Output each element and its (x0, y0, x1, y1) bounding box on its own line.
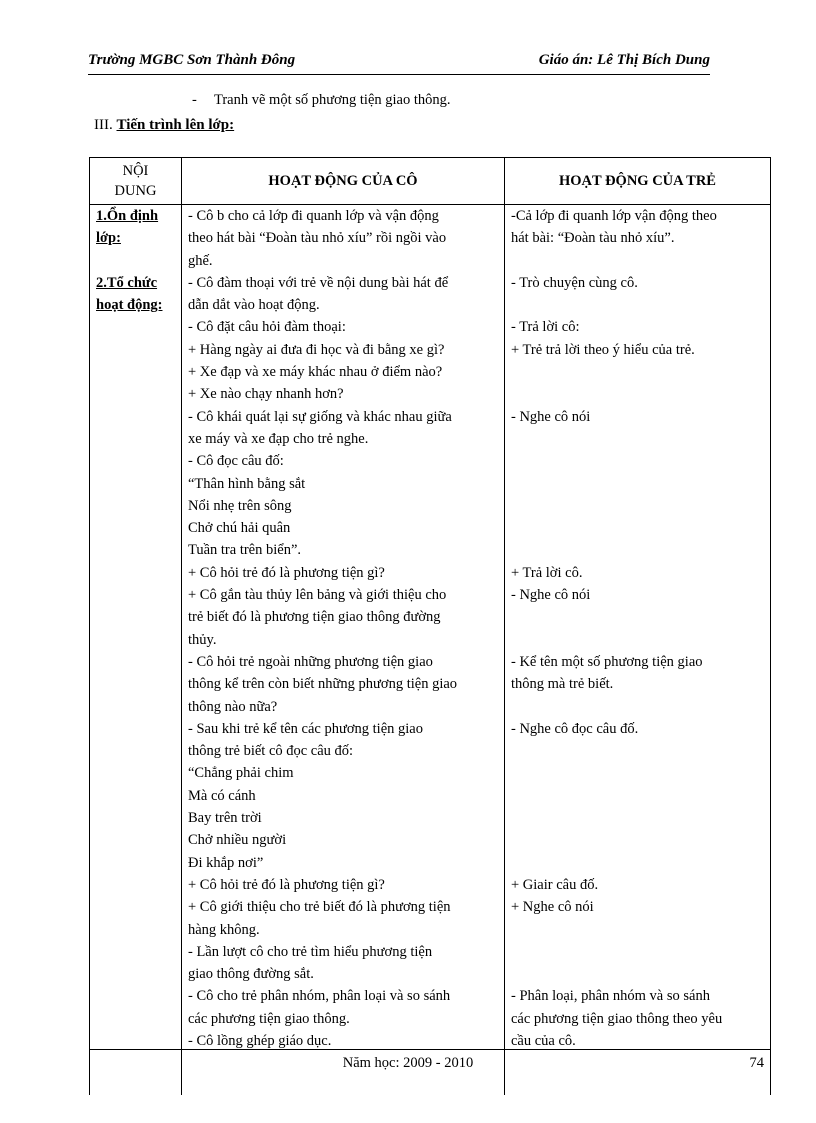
activity-line (511, 785, 764, 807)
activity-line: - Cô khái quát lại sự giống và khác nhau giữa (188, 408, 452, 425)
content-label-stabilize: lớp: (96, 230, 121, 247)
activity-line: + Cô gắn tàu thủy lên bảng và giới thiệu cho (188, 587, 447, 604)
activity-line (511, 629, 764, 651)
activity-line: - Trả lời cô: (511, 319, 580, 336)
activity-line: thông kể trên còn biết những phương tiện giao (188, 676, 458, 693)
activity-line: Mà có cánh (188, 787, 256, 804)
section-heading (94, 117, 234, 134)
activity-line (511, 428, 764, 450)
header-content-line: NỘI (122, 163, 149, 179)
footer-school-year: Năm học: 2009 - 2010 (342, 1055, 474, 1071)
activity-line: - Kể tên một số phương tiện giao (511, 653, 703, 670)
activity-line: cầu của cô. (511, 1032, 576, 1049)
activity-line (511, 807, 764, 829)
activity-line (511, 762, 764, 784)
activity-line (511, 919, 764, 941)
header-content (90, 158, 182, 205)
activity-line: - Cô lồng ghép giáo dục. (188, 1032, 332, 1049)
activity-line: hát bài: “Đoàn tàu nhỏ xíu”. (511, 230, 675, 247)
activity-line: - Nghe cô nói (511, 408, 591, 425)
activity-line: Bay trên trời (188, 810, 262, 827)
content-label-stabilize: 1.Ổn định (96, 208, 159, 224)
activity-line (511, 495, 764, 517)
spacer (96, 250, 175, 272)
section-title: Tiến trình lên lớp: (116, 117, 235, 133)
activity-line: + Cô giới thiệu cho trẻ biết đó là phương tiện (188, 899, 451, 916)
teacher-name: Giáo án: Lê Thị Bích Dung (538, 52, 710, 68)
activity-line: -Cả lớp đi quanh lớp vận động theo (511, 208, 717, 224)
table-body-row (90, 205, 771, 1096)
activity-line (511, 383, 764, 405)
activity-line: - Trò chuyện cùng cô. (511, 274, 638, 291)
activity-line: thông mà trẻ biết. (511, 676, 614, 693)
activity-line: trẻ biết đó là phương tiện giao thông đường (188, 609, 441, 626)
activity-line (511, 539, 764, 561)
activity-line (511, 250, 764, 272)
activity-line: - Sau khi trẻ kể tên các phương tiện giao (188, 720, 423, 737)
activity-line (511, 517, 764, 539)
activity-line: + Xe nào chạy nhanh hơn? (188, 386, 344, 403)
activity-line (511, 294, 764, 316)
activity-line (511, 361, 764, 383)
activity-line: Đi khắp nơi” (188, 854, 264, 871)
children-activity-cell (505, 205, 771, 1096)
activity-line: theo hát bài “Đoàn tàu nhỏ xíu” rồi ngồi vào (188, 230, 447, 247)
content-label-organize: 2.Tổ chức (96, 274, 158, 291)
activity-line: thủy. (188, 631, 217, 648)
teacher-activity-cell (182, 205, 505, 1096)
activity-line: - Cô đàm thoại với trẻ về nội dung bài hát để (188, 274, 449, 291)
activity-line: + Trả lời cô. (511, 564, 583, 581)
activity-line: giao thông đường sắt. (188, 966, 314, 983)
activity-line: Nổi nhẹ trên sông (188, 497, 292, 514)
activity-line: - Phân loại, phân nhóm và so sánh (511, 988, 710, 1005)
section-number: III. (94, 117, 113, 133)
school-name: Trường MGBC Sơn Thành Đông (88, 52, 296, 68)
activity-line: hàng không. (188, 921, 260, 938)
activity-line (511, 473, 764, 495)
activity-line (511, 696, 764, 718)
children-lines (511, 205, 764, 1052)
activity-line: thông trẻ biết cô đọc câu đố: (188, 743, 354, 760)
activity-line: “Chẳng phải chim (188, 765, 294, 782)
activity-line: + Giair câu đố. (511, 876, 599, 893)
activity-line: - Lần lượt cô cho trẻ tìm hiểu phương tiện (188, 943, 433, 960)
header-content-line: DUNG (114, 183, 157, 199)
lesson-plan-table (89, 157, 771, 1095)
activity-line (511, 941, 764, 963)
activity-line (511, 450, 764, 472)
bullet-dash: - (192, 92, 197, 108)
activity-line: Tuần tra trên biển”. (188, 542, 302, 559)
material-item-text: Tranh vẽ một số phương tiện giao thông. (214, 92, 451, 108)
footer-page-number: 74 (749, 1055, 764, 1071)
activity-line: - Nghe cô nói (511, 587, 591, 604)
activity-line: Chở nhiều người (188, 832, 287, 849)
activity-line (511, 829, 764, 851)
activity-line (511, 963, 764, 985)
activity-line: - Cô b cho cả lớp đi quanh lớp và vận động (188, 208, 439, 224)
activity-line: dẫn dắt vào hoạt động. (188, 297, 320, 314)
activity-line: các phương tiện giao thông. (188, 1010, 350, 1027)
activity-line (511, 852, 764, 874)
activity-line (511, 606, 764, 628)
content-cell (90, 205, 182, 1096)
activity-line: + Xe đạp và xe máy khác nhau ở điểm nào? (188, 364, 443, 381)
table-bottom-rule (89, 1049, 770, 1050)
header-teacher-activity: HOẠT ĐỘNG CỦA CÔ (182, 158, 505, 205)
activity-line: - Cô cho trẻ phân nhóm, phân loại và so sánh (188, 988, 451, 1005)
header-children-activity: HOẠT ĐỘNG CỦA TRẺ (505, 158, 771, 205)
activity-line: các phương tiện giao thông theo yêu (511, 1010, 723, 1027)
page-header (88, 50, 710, 75)
material-item (192, 92, 451, 109)
activity-line: Chở chú hải quân (188, 520, 291, 537)
activity-line: thông nào nữa? (188, 698, 278, 715)
teacher-lines (188, 205, 498, 1052)
activity-line: - Nghe cô đọc câu đố. (511, 720, 639, 737)
activity-line: + Nghe cô nói (511, 899, 594, 916)
activity-line: xe máy và xe đạp cho trẻ nghe. (188, 430, 369, 447)
activity-line: + Hàng ngày ai đưa đi học và đi bằng xe gì? (188, 341, 445, 358)
activity-line: ghế. (188, 252, 213, 269)
activity-line: “Thân hình bằng sắt (188, 475, 306, 492)
activity-line: + Trẻ trả lời theo ý hiểu của trẻ. (511, 341, 695, 358)
activity-line: - Cô hỏi trẻ ngoài những phương tiện giao (188, 653, 433, 670)
content-label-organize: hoạt động: (96, 297, 163, 314)
activity-line: - Cô đặt câu hỏi đàm thoại: (188, 319, 346, 336)
activity-line: - Cô đọc câu đố: (188, 453, 284, 470)
table-header-row (90, 158, 771, 205)
activity-line: + Cô hỏi trẻ đó là phương tiện gì? (188, 564, 385, 581)
activity-line (511, 740, 764, 762)
activity-line: + Cô hỏi trẻ đó là phương tiện gì? (188, 876, 385, 893)
